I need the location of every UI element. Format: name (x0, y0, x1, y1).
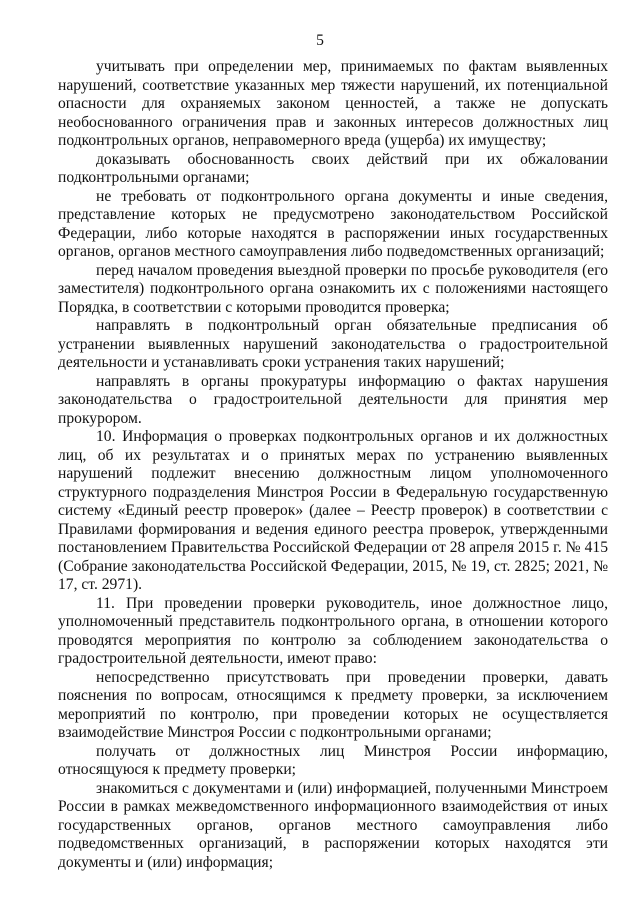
page-number: 5 (316, 32, 324, 49)
paragraph-duty-prosecutor: направлять в органы прокуратуры информацию о фактах нарушения законодательства о градостроительной деятельности для принятия мер прокурором. (58, 372, 608, 427)
paragraph-duty-no-documents: не требовать от подконтрольного органа документы и иные сведения, представление которых не предусмотрено законодательством Российской Федерации, либо которые находятся в распоряжении иных государственных органов, органов местного самоуправления либо подведомственных организаций; (58, 187, 608, 260)
paragraph-duty-familiarize: перед началом проведения выездной проверки по просьбе руководителя (его заместителя) подконтрольного органа ознакомить их с положениями настоящего Порядка, в соответствии с которыми проводится проверка; (58, 261, 608, 316)
paragraph-duty-orders: направлять в подконтрольный орган обязательные предписания об устранении выявленных нарушений законодательства о градостроительной деятельности и устанавливать сроки устранения таких нарушений; (58, 317, 608, 371)
paragraph-item-10: 10. Информация о проверках подконтрольных органов и их должностных лиц, об их результатах и о принятых мерах по устранению выявленных нарушений подлежит внесению должностным лицом уполномоченного структурного подразделения Минстроя России в Федеральную государственную систему «Единый реестр проверок» (далее – Реестр проверок) в соответствии с Правилами формирования и ведения единого реестра проверок, утвержденными постановлением Правительства Российской Федерации от 28 апреля 2015 г. № 415 (Собрание законодательства Российской Федерации, 2015, № 19, ст. 2825; 2021, № 17, ст. 2971). (58, 428, 608, 593)
paragraph-item-11: 11. При проведении проверки руководитель, иное должностное лицо, уполномоченный представитель подконтрольного органа, в отношении которого проводятся мероприятия по контролю за соблюдением законодательства о градостроительной деятельности, имеют право: (58, 594, 608, 667)
paragraph-right-attend: непосредственно присутствовать при проведении проверки, давать пояснения по вопросам, относящимся к предмету проверки, за исключением мероприятий по контролю, при проведении которых не осуществляется взаимодействие Минстроя России с подконтрольными органами; (58, 668, 608, 741)
paragraph-duty-justify: доказывать обоснованность своих действий при их обжаловании подконтрольными органами; (58, 150, 608, 186)
paragraph-right-information: получать от должностных лиц Минстроя России информацию, относящуюся к предмету проверки; (58, 742, 608, 778)
paragraph-duty-measures: учитывать при определении мер, принимаемых по фактам выявленных нарушений, соответствие указанных мер тяжести нарушений, их потенциальной опасности для охраняемых законом ценностей, а также не допускать необоснованного ограничения прав и законных интересов должностных лиц подконтрольных органов, неправомерного вреда (ущерба) их имуществу; (58, 58, 608, 149)
document-body (58, 58, 608, 872)
paragraph-right-documents: знакомиться с документами и (или) информацией, полученными Минстроем России в рамках межведомственного информационного взаимодействия от иных государственных органов, органов местного самоуправления либо подведомственных организаций, в распоряжении которых находятся эти документы и (или) информация; (58, 779, 608, 871)
